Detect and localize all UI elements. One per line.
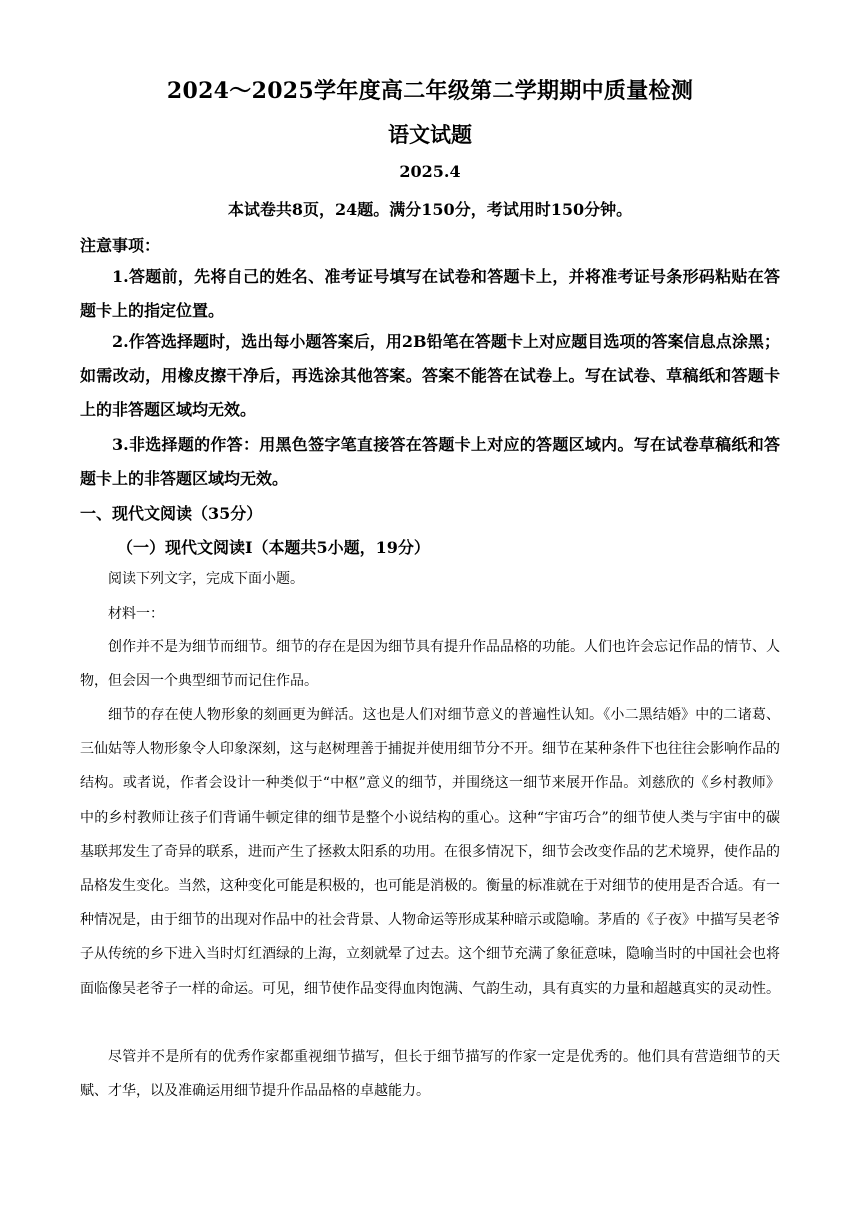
- exam-date: 2025.4: [399, 162, 461, 181]
- note-item: 3.非选择题的作答：用黑色签字笔直接答在答题卡上对应的答题区域内。写在试卷草稿纸和答题卡上的非答题区域均无效。: [80, 435, 780, 488]
- exam-subtitle: 语文试题: [388, 122, 472, 147]
- material-label: 材料一：: [108, 606, 164, 622]
- material-paragraph: 细节的存在使人物形象的刻画更为鲜活。这也是人们对细节意义的普遍性认知。《小二黑结婚》中的二诸葛、三仙姑等人物形象令人印象深刻，这与赵树理善于捕捉并使用细节分不开。细节在某种条件下也往往会影响作品的结构。或者说，作者会设计一种类似于“中枢”意义的细节，并围绕这一细节来展开作品。刘慈欣的《乡村教师》中的乡村教师让孩子们背诵牛顿定律的细节是整个小说结构的重心。这种“宇宙巧合”的细节使人类与宇宙中的碳基联邦发生了奇异的联系，进而产生了拯救太阳系的功用。在很多情况下，细节会改变作品的艺术境界，使作品的品格发生变化。当然，这种变化可能是积极的，也可能是消极的。衡量的标准就在于对细节的使用是否合适。有一种情况是，由于细节的出现对作品中的社会背景、人物命运等形成某种暗示或隐喻。茅盾的《子夜》中描写吴老爷子从传统的乡下进入当时灯红酒绿的上海，立刻就晕了过去。这个细节充满了象征意味，隐喻当时的中国社会也将面临像吴老爷子一样的命运。可见，细节使作品变得血肉饱满、气韵生动，具有真实的力量和超越真实的灵动性。: [80, 707, 780, 997]
- notes-heading: 注意事项：: [80, 236, 161, 255]
- exam-title: 2024～2025学年度高二年级第二学期期中质量检测: [166, 78, 694, 104]
- reading-instruction: 阅读下列文字，完成下面小题。: [108, 571, 304, 587]
- section-heading: 一、现代文阅读（35分）: [80, 504, 263, 523]
- exam-info: 本试卷共8页，24题。满分150分，考试用时150分钟。: [227, 200, 633, 219]
- material-paragraph: 创作并不是为细节而细节。细节的存在是因为细节具有提升作品品格的功能。人们也许会忘记作品的情节、人物，但会因一个典型细节而记住作品。: [80, 639, 780, 690]
- note-item: 1.答题前，先将自己的姓名、准考证号填写在试卷和答题卡上，并将准考证号条形码粘贴在答题卡上的指定位置。: [80, 267, 780, 320]
- material-paragraph: 尽管并不是所有的优秀作家都重视细节描写，但长于细节描写的作家一定是优秀的。他们具有营造细节的天赋、才华，以及准确运用细节提升作品品格的卓越能力。: [80, 1049, 780, 1100]
- subsection-heading: （一）现代文阅读Ⅰ（本题共5小题，19分）: [117, 538, 430, 557]
- note-item: 2.作答选择题时，选出每小题答案后，用2B铅笔在答题卡上对应题目选项的答案信息点涂黑；如需改动，用橡皮擦干净后，再选涂其他答案。答案不能答在试卷上。写在试卷、草稿纸和答题卡上的非答题区域均无效。: [80, 332, 780, 419]
